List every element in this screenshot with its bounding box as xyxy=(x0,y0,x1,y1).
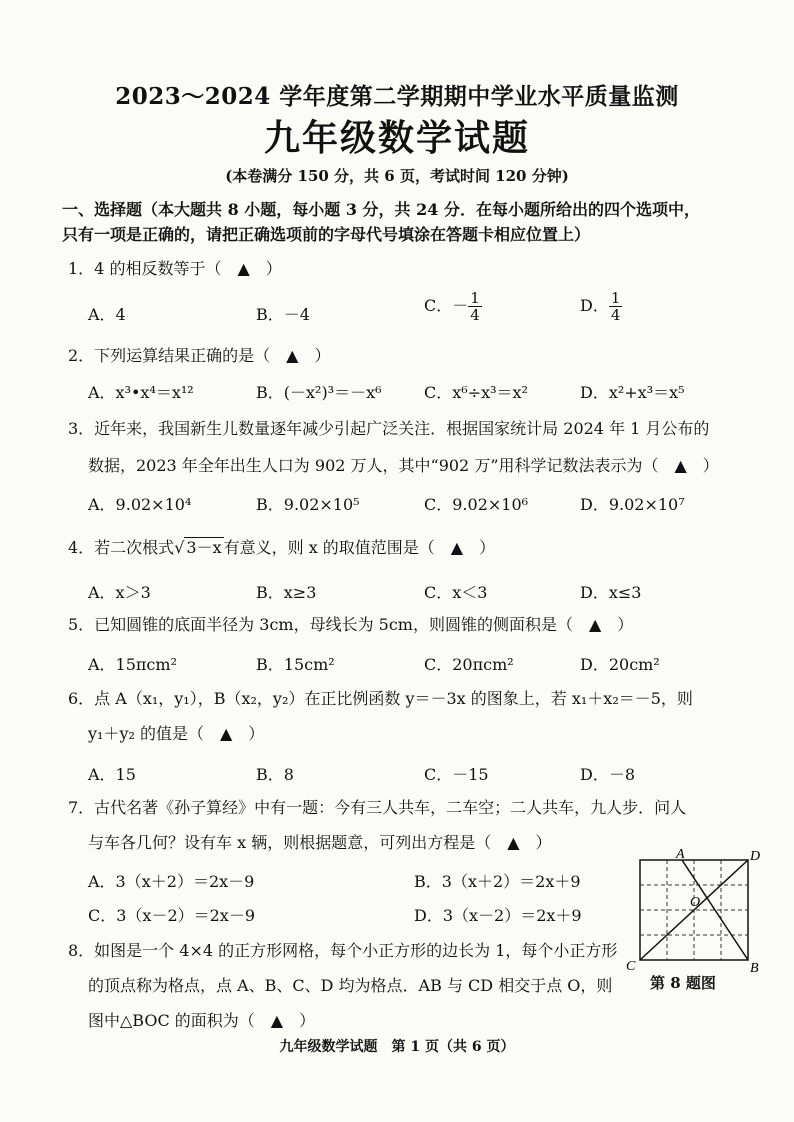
q3-option-c: C．9.02×10⁶ xyxy=(424,495,529,514)
q4-option-c: C．x＜3 xyxy=(424,583,488,602)
question-3-line1: 3．近年来，我国新生儿数量逐年减少引起广泛关注．根据国家统计局 2024 年 1 月公布的 xyxy=(68,419,710,438)
label-b: B xyxy=(750,961,759,976)
q4-option-d: D．x≤3 xyxy=(580,583,642,602)
q1-option-d-fraction xyxy=(609,290,623,323)
q5-option-c: C．20πcm² xyxy=(424,655,514,674)
q6-option-c: C．－15 xyxy=(424,765,489,784)
frac-denominator: 4 xyxy=(470,306,480,324)
question-3-options xyxy=(88,492,728,522)
question-6-line1: 6．点 A（x₁，y₁），B（x₂，y₂）在正比例函数 y＝－3x 的图象上，若 x₁＋x₂＝－5，则 xyxy=(68,689,693,708)
page-footer: 九年级数学试题 第 1 页（共 6 页） xyxy=(279,1039,515,1055)
q1-option-c xyxy=(424,290,482,323)
question-2-stem: 2．下列运算结果正确的是（ ▲ ） xyxy=(68,346,331,365)
q3-option-a: A．9.02×10⁴ xyxy=(88,495,192,514)
q2-option-b: B．(－x²)³＝－x⁶ xyxy=(256,383,382,402)
question-7-line1: 7．古代名著《孙子算经》中有一题：今有三人共车，二车空；二人共车，九人步．问人 xyxy=(68,798,687,817)
q5-option-d: D．20cm² xyxy=(580,655,660,674)
radical-sign: √ 3－x xyxy=(174,538,222,557)
q5-option-b: B．15cm² xyxy=(256,655,335,674)
q7-option-b: B．3（x＋2）＝2x＋9 xyxy=(414,872,581,891)
q2-option-a: A．x³•x⁴＝x¹² xyxy=(88,383,194,402)
frac-numerator: 1 xyxy=(610,289,621,307)
question-7-line2: 与车各几何？设有车 x 辆，则根据题意，可列出方程是（ ▲ ） xyxy=(88,833,552,852)
question-1-stem: 1．4 的相反数等于（ ▲ ） xyxy=(68,259,282,278)
figure-caption: 第 8 题图 xyxy=(650,974,716,992)
q4-option-b: B．x≥3 xyxy=(256,583,317,602)
q1-option-d xyxy=(580,290,622,323)
label-d: D xyxy=(750,849,761,864)
q6-option-b: B．8 xyxy=(256,765,294,784)
q7-option-a: A．3（x＋2）＝2x－9 xyxy=(88,872,255,891)
question-5-options xyxy=(88,652,728,682)
question-4-stem xyxy=(68,537,748,559)
exam-note: (本卷满分 150 分，共 6 页，考试时间 120 分钟) xyxy=(225,167,569,185)
question-4-options xyxy=(88,580,728,610)
frac-numerator: 1 xyxy=(470,289,480,307)
question-2-options xyxy=(88,380,728,410)
exam-header-line: 2023～2024 学年度第二学期期中学业水平质量监测 xyxy=(115,83,679,110)
label-o: O xyxy=(690,895,701,910)
label-a: A xyxy=(676,848,685,862)
question-1-options xyxy=(88,289,728,328)
q7-option-d: D．3（x－2）＝2x＋9 xyxy=(414,906,582,925)
q6-option-d: D．－8 xyxy=(580,765,636,784)
q1-option-c-label: C．－ xyxy=(424,296,469,315)
q6-option-a: A．15 xyxy=(88,765,136,784)
q2-option-d: D．x²+x³＝x⁵ xyxy=(580,383,685,402)
question-7-options-row1 xyxy=(88,869,608,899)
section-heading-line2: 只有一项是正确的，请把正确选项前的字母代号填涂在答题卡相应位置上） xyxy=(62,225,591,244)
q5-option-a: A．15πcm² xyxy=(88,655,177,674)
q4-option-a: A．x＞3 xyxy=(88,583,151,602)
question-7-options-row2 xyxy=(88,903,608,933)
q4-stem-suffix: 有意义，则 x 的取值范围是（ ▲ ） xyxy=(223,538,496,557)
label-c: C xyxy=(626,959,636,974)
question-8-line1: 8．如图是一个 4×4 的正方形网格，每个小正方形的边长为 1，每个小正方形 xyxy=(68,941,618,960)
q7-option-c: C．3（x－2）＝2x－9 xyxy=(88,906,256,925)
section-heading-line1: 一、选择题（本大题共 8 小题，每小题 3 分，共 24 分．在每小题所给出的四个选项中， xyxy=(62,200,700,219)
question-5-stem: 5．已知圆锥的底面半径为 3cm，母线长为 5cm，则圆锥的侧面积是（ ▲ ） xyxy=(68,615,634,634)
q1-option-d-label: D． xyxy=(580,296,609,315)
q1-option-c-fraction xyxy=(468,290,482,323)
grid-figure-svg xyxy=(622,848,762,976)
question-6-options xyxy=(88,762,728,792)
question-8-line2: 的顶点称为格点，点 A、B、C、D 均为格点．AB 与 CD 相交于点 O，则 xyxy=(88,976,613,995)
q1-option-a: A．4 xyxy=(88,305,126,324)
question-6-line2: y₁＋y₂ 的值是（ ▲ ） xyxy=(88,724,265,743)
q4-radicand: 3－x xyxy=(186,538,222,557)
q4-stem-prefix: 4．若二次根式 xyxy=(68,538,175,557)
q3-option-b: B．9.02×10⁵ xyxy=(256,495,360,514)
q3-option-d: D．9.02×10⁷ xyxy=(580,495,685,514)
question-3-line2: 数据，2023 年全年出生人口为 902 万人，其中“902 万”用科学记数法表示为（ ▲ ） xyxy=(88,456,719,475)
q2-option-c: C．x⁶÷x³＝x² xyxy=(424,383,528,402)
q1-option-b: B．－4 xyxy=(256,305,310,324)
question-8-line3: 图中△BOC 的面积为（ ▲ ） xyxy=(88,1011,316,1030)
frac-denominator: 4 xyxy=(610,306,621,324)
exam-title: 九年级数学试题 xyxy=(263,117,530,159)
